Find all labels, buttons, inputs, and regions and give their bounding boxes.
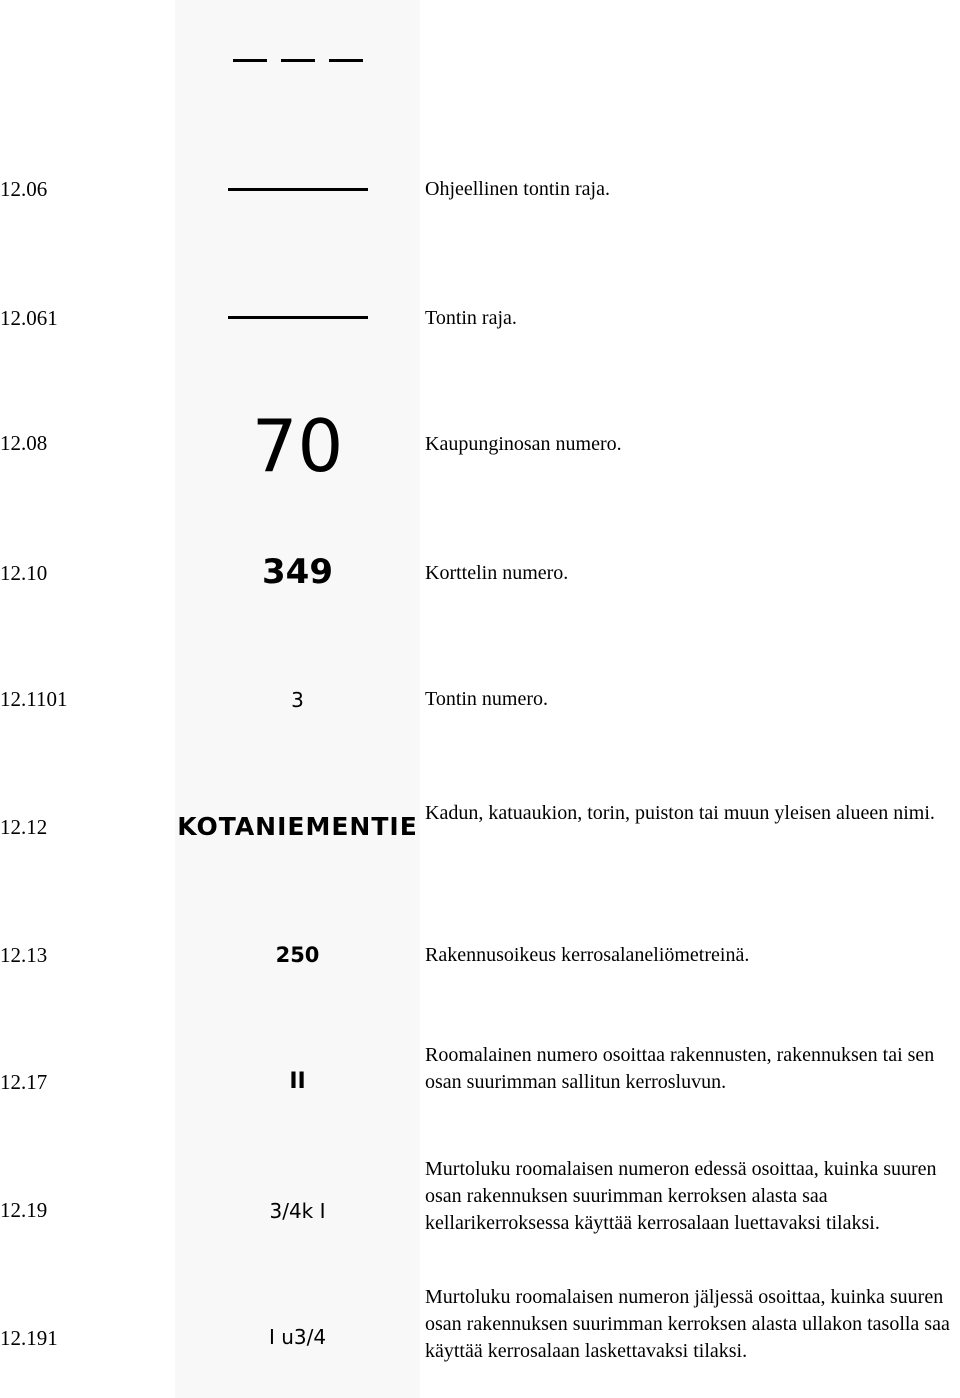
basement-fraction-symbol: 3/4k I	[269, 1199, 326, 1223]
legend-code: 12.08	[0, 431, 48, 455]
legend-description: Murtoluku roomalaisen numeron edessä osoittaa, kuinka suuren osan rakennuksen suurimman kerroksen alasta saa kellarikerroksessa käyttää kerrosalaan luettavaksi tilaksi.	[425, 1158, 937, 1234]
dashed-line-symbol	[175, 45, 420, 75]
street-name-symbol: KOTANIEMENTIE	[177, 812, 418, 841]
attic-fraction-symbol: I u3/4	[268, 1325, 327, 1349]
legend-description: Tontin numero.	[425, 688, 549, 710]
legend-code: 12.1101	[0, 687, 68, 711]
legend-code: 12.19	[0, 1198, 48, 1222]
legend-code: 12.06	[0, 177, 48, 201]
legend-description: Korttelin numero.	[425, 562, 569, 584]
district-number-symbol: 70	[251, 404, 344, 488]
legend-code: 12.17	[0, 1070, 48, 1094]
legend-description: Tontin raja.	[425, 307, 517, 329]
legend-code: 12.13	[0, 943, 48, 967]
legend-code: 12.061	[0, 306, 58, 330]
legend-description: Murtoluku roomalaisen numeron jäljessä osoittaa, kuinka suuren osan rakennuksen suurimman kerroksen alasta ullakon tasolla saa käyttää kerrosalaan laskettavaksi tilaksi.	[425, 1286, 950, 1362]
legend-code: 12.10	[0, 561, 48, 585]
legend-description: Roomalainen numero osoittaa rakennusten, rakennuksen tai sen osan suurimman sallitun kerrosluvun.	[425, 1044, 935, 1093]
storey-count-symbol: II	[289, 1069, 306, 1094]
legend-description: Ohjeellinen tontin raja.	[425, 178, 610, 200]
legend-description: Kadun, katuaukion, torin, puiston tai muun yleisen alueen nimi.	[425, 802, 935, 824]
legend-description: Rakennusoikeus kerrosalaneliömetreinä.	[425, 944, 750, 966]
solid-line-symbol	[175, 174, 420, 204]
legend-code: 12.191	[0, 1326, 58, 1350]
floor-area-symbol: 250	[275, 943, 320, 967]
legend-description: Kaupunginosan numero.	[425, 433, 622, 455]
legend-code: 12.12	[0, 815, 48, 839]
plot-number-symbol: 3	[291, 688, 304, 712]
solid-line-symbol	[175, 302, 420, 332]
block-number-symbol: 349	[262, 552, 333, 592]
